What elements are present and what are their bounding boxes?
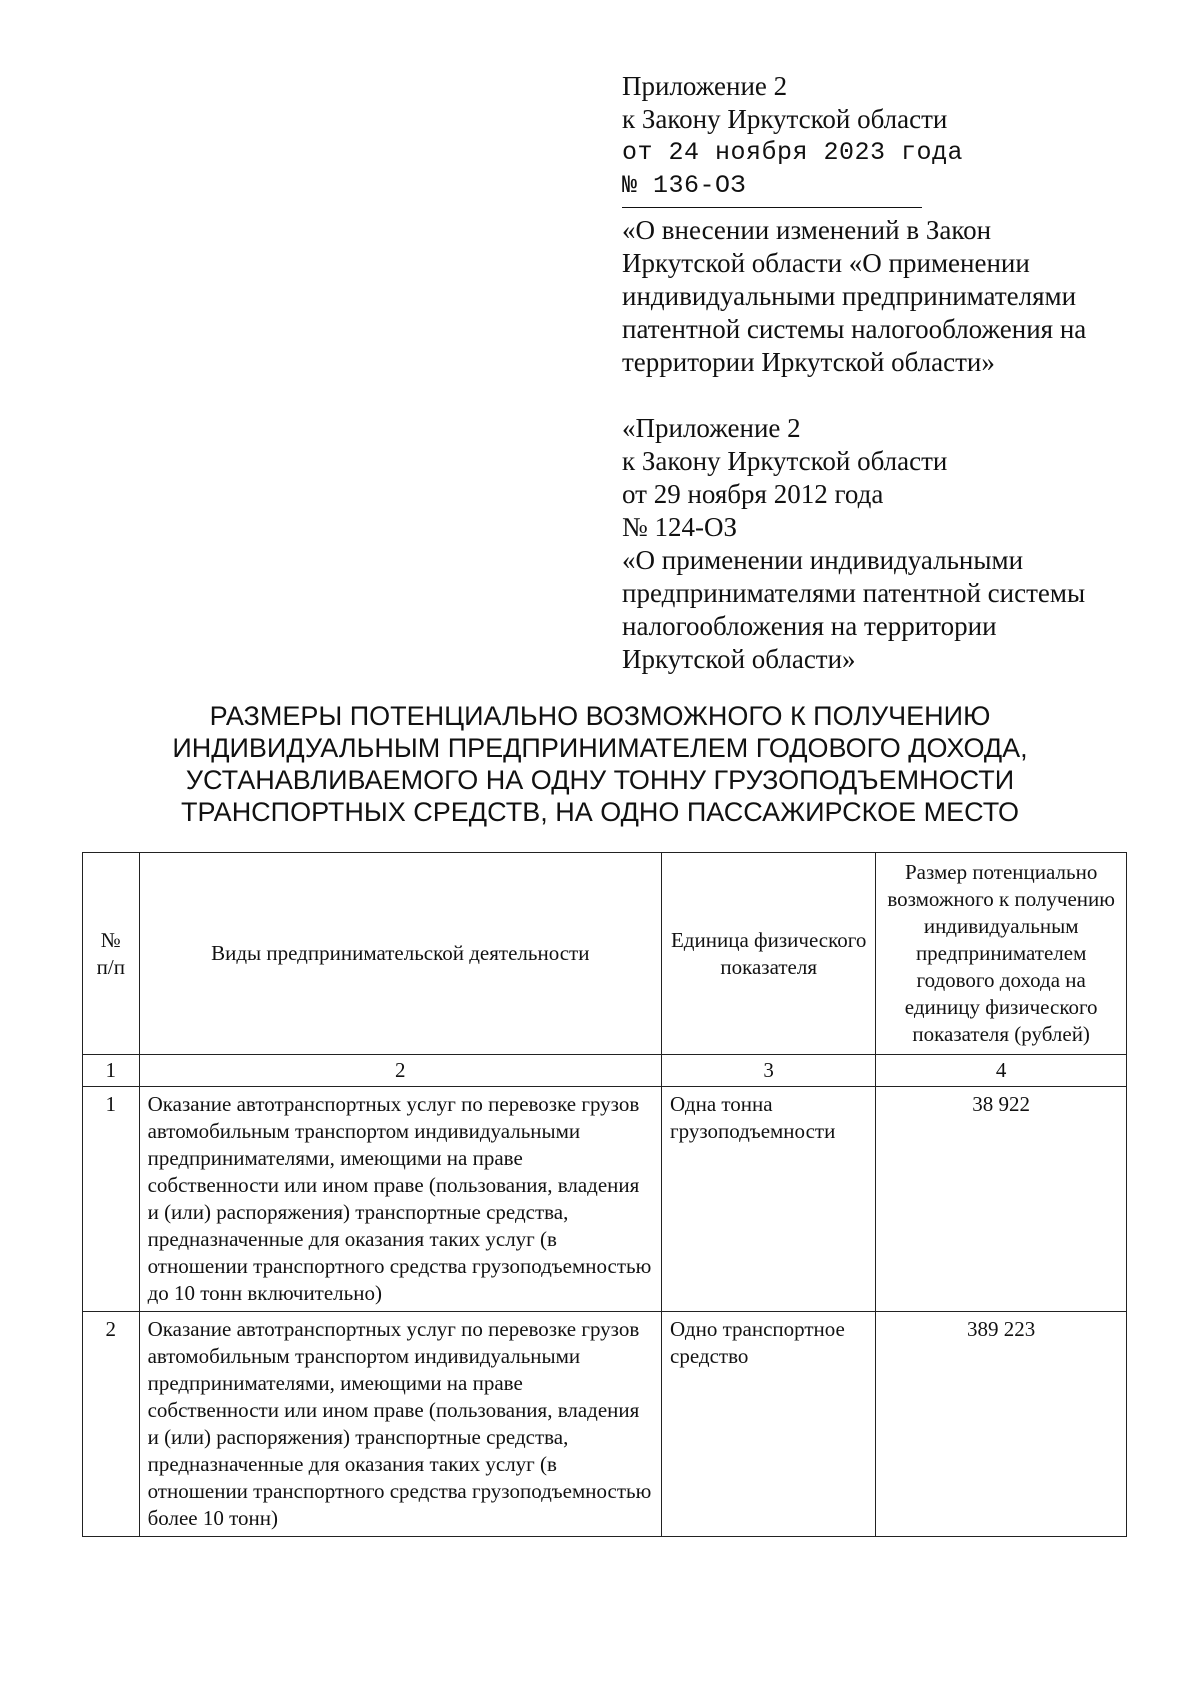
- row-activity: Оказание автотранспортных услуг по перевозке грузов автомобильным транспортом индивидуальными предпринимателями, имеющими на праве собственности или ином праве (пользования, владения и (или) распоряжения) транспортные средства, предназначенные для оказания таких услуг (в отношении транспортного средства грузоподъемностью до 10 тонн включительно): [139, 1087, 661, 1312]
- law-number: № 136-ОЗ: [622, 171, 747, 200]
- row-value: 389 223: [876, 1312, 1127, 1537]
- quoted-appendix-line: от 29 ноября 2012 года: [622, 479, 884, 509]
- appendix-header: [622, 70, 1142, 676]
- header-activity: Виды предпринимательской деятельности: [139, 853, 661, 1055]
- row-num: 2: [83, 1312, 140, 1537]
- amend-title-line: территории Иркутской области»: [622, 347, 995, 377]
- table-header-row: [83, 853, 1127, 1055]
- quoted-appendix-line: к Закону Иркутской области: [622, 446, 948, 476]
- signature-rule: [622, 207, 922, 208]
- quoted-appendix-line: «Приложение 2: [622, 413, 801, 443]
- row-activity: Оказание автотранспортных услуг по перевозке грузов автомобильным транспортом индивидуальными предпринимателями, имеющими на праве собственности или ином праве (пользования, владения и (или) распоряжения) транспортные средства, предназначенные для оказания таких услуг (в отношении транспортного средства грузоподъемностью более 10 тонн): [139, 1312, 661, 1537]
- quoted-appendix-line: Иркутской области»: [622, 644, 856, 674]
- title-line: РАЗМЕРЫ ПОТЕНЦИАЛЬНО ВОЗМОЖНОГО К ПОЛУЧЕНИЮ: [209, 701, 991, 731]
- column-number-row: [83, 1055, 1127, 1087]
- column-number: 4: [876, 1055, 1127, 1087]
- column-number: 2: [139, 1055, 661, 1087]
- title-line: ИНДИВИДУАЛЬНЫМ ПРЕДПРИНИМАТЕЛЕМ ГОДОВОГО ДОХОДА,: [172, 733, 1028, 763]
- quoted-appendix-line: налогообложения на территории: [622, 611, 997, 641]
- amend-title-line: патентной системы налогообложения на: [622, 314, 1087, 344]
- quoted-appendix-line: предпринимателями патентной системы: [622, 578, 1086, 608]
- header-unit: Единица физического показателя: [662, 853, 876, 1055]
- title-line: УСТАНАВЛИВАЕМОГО НА ОДНУ ТОННУ ГРУЗОПОДЪЕМНОСТИ: [185, 765, 1015, 795]
- document-title: [80, 700, 1120, 828]
- table-row: [83, 1087, 1127, 1312]
- amend-title-line: индивидуальными предпринимателями: [622, 281, 1077, 311]
- law-date: от 24 ноября 2023 года: [622, 138, 964, 167]
- income-table: [82, 852, 1127, 1537]
- column-number: 1: [83, 1055, 140, 1087]
- header-num: № п/п: [83, 853, 140, 1055]
- row-unit: Одно транспортное средство: [662, 1312, 876, 1537]
- table-row: [83, 1312, 1127, 1537]
- header-value: Размер потенциально возможного к получению индивидуальным предпринимателем годового дохода на единицу физического показателя (рублей): [876, 853, 1127, 1055]
- row-num: 1: [83, 1087, 140, 1312]
- row-value: 38 922: [876, 1087, 1127, 1312]
- law-reference: к Закону Иркутской области: [622, 104, 948, 134]
- amend-title-line: Иркутской области «О применении: [622, 248, 1030, 278]
- appendix-number: Приложение 2: [622, 71, 788, 101]
- row-unit: Одна тонна грузоподъемности: [662, 1087, 876, 1312]
- title-line: ТРАНСПОРТНЫХ СРЕДСТВ, НА ОДНО ПАССАЖИРСКОЕ МЕСТО: [180, 797, 1019, 827]
- column-number: 3: [662, 1055, 876, 1087]
- quoted-appendix-line: «О применении индивидуальными: [622, 545, 1024, 575]
- amend-title-line: «О внесении изменений в Закон: [622, 215, 992, 245]
- quoted-appendix-line: № 124-ОЗ: [622, 512, 738, 542]
